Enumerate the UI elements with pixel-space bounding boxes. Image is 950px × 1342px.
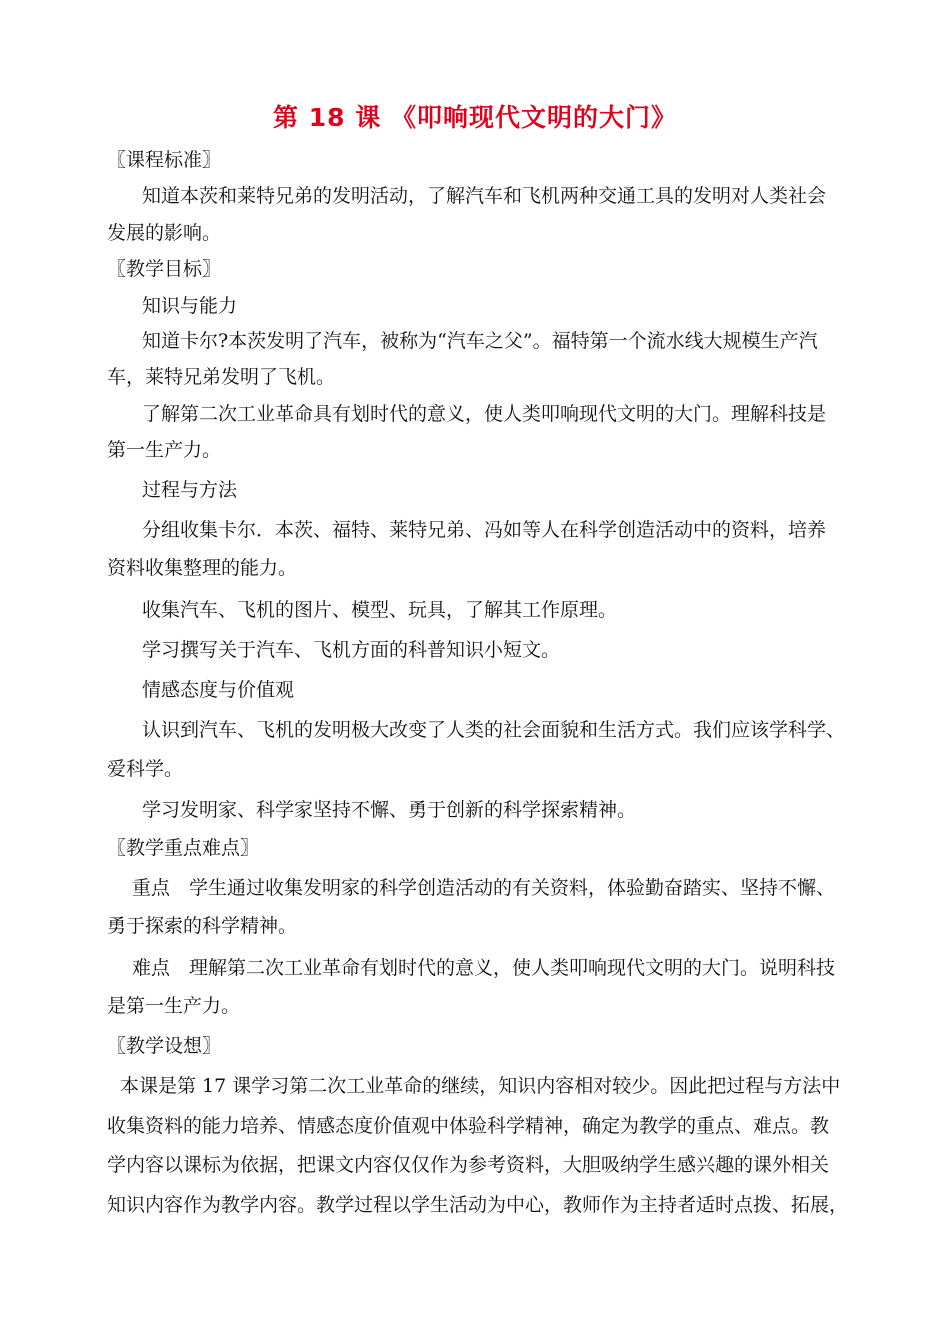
section-heading-teaching-ideas: 〖教学设想〗 (107, 1035, 222, 1057)
paragraph-line: 知道卡尔?本茨发明了汽车，被称为“汽车之父”。福特第一个流水线大规模生产汽 (142, 330, 818, 352)
paragraph-line: 知识内容作为教学内容。教学过程以学生活动为中心，教师作为主持者适时点拨、拓展， (107, 1194, 849, 1216)
paragraph-line: 难点 理解第二次工业革命有划时代的意义，使人类叩响现代文明的大门。说明科技 (132, 957, 836, 979)
paragraph-line: 学内容以课标为依据，把课文内容仅仅作为参考资料，大胆吸纳学生感兴趣的课外相关 (107, 1154, 830, 1176)
section-heading-teaching-goals: 〖教学目标〗 (107, 258, 222, 280)
paragraph-line: 勇于探索的科学精神。 (107, 915, 298, 937)
paragraph-line: 资料收集整理的能力。 (107, 557, 298, 579)
paragraph-line: 分组收集卡尔．本茨、福特、莱特兄弟、冯如等人在科学创造活动中的资料，培养 (142, 519, 827, 541)
paragraph-line: 发展的影响。 (107, 222, 222, 244)
paragraph-line: 了解第二次工业革命具有划时代的意义，使人类叩响现代文明的大门。理解科技是 (142, 403, 827, 425)
section-heading-curriculum-standard: 〖课程标准〗 (107, 149, 222, 171)
paragraph-line: 本课是第 17 课学习第二次工业革命的继续，知识内容相对较少。因此把过程与方法中 (120, 1075, 841, 1097)
paragraph-line: 学习发明家、科学家坚持不懈、勇于创新的科学探索精神。 (142, 799, 637, 821)
paragraph-line: 爱科学。 (107, 758, 184, 780)
section-heading-key-difficult-points: 〖教学重点难点〗 (107, 837, 260, 859)
paragraph-line: 第一生产力。 (107, 439, 222, 461)
paragraph-line: 收集汽车、飞机的图片、模型、玩具，了解其工作原理。 (142, 599, 618, 621)
subheading-emotion-values: 情感态度与价值观 (142, 679, 295, 701)
lesson-title: 第 18 课 《叩响现代文明的大门》 (273, 103, 677, 132)
paragraph-line: 知道本茨和莱特兄弟的发明活动，了解汽车和飞机两种交通工具的发明对人类社会 (142, 185, 827, 207)
paragraph-line: 是第一生产力。 (107, 995, 241, 1017)
subheading-knowledge-ability: 知识与能力 (142, 295, 238, 317)
paragraph-line: 车，莱特兄弟发明了飞机。 (107, 366, 336, 388)
paragraph-line: 认识到汽车、飞机的发明极大改变了人类的社会面貌和生活方式。我们应该学科学、 (142, 719, 846, 741)
paragraph-line: 收集资料的能力培养、情感态度价值观中体验科学精神，确定为教学的重点、难点。教 (107, 1115, 830, 1137)
paragraph-line: 学习撰写关于汽车、飞机方面的科普知识小短文。 (142, 639, 561, 661)
paragraph-line: 重点 学生通过收集发明家的科学创造活动的有关资料，体验勤奋踏实、坚持不懈、 (132, 877, 836, 899)
subheading-process-method: 过程与方法 (142, 479, 238, 501)
